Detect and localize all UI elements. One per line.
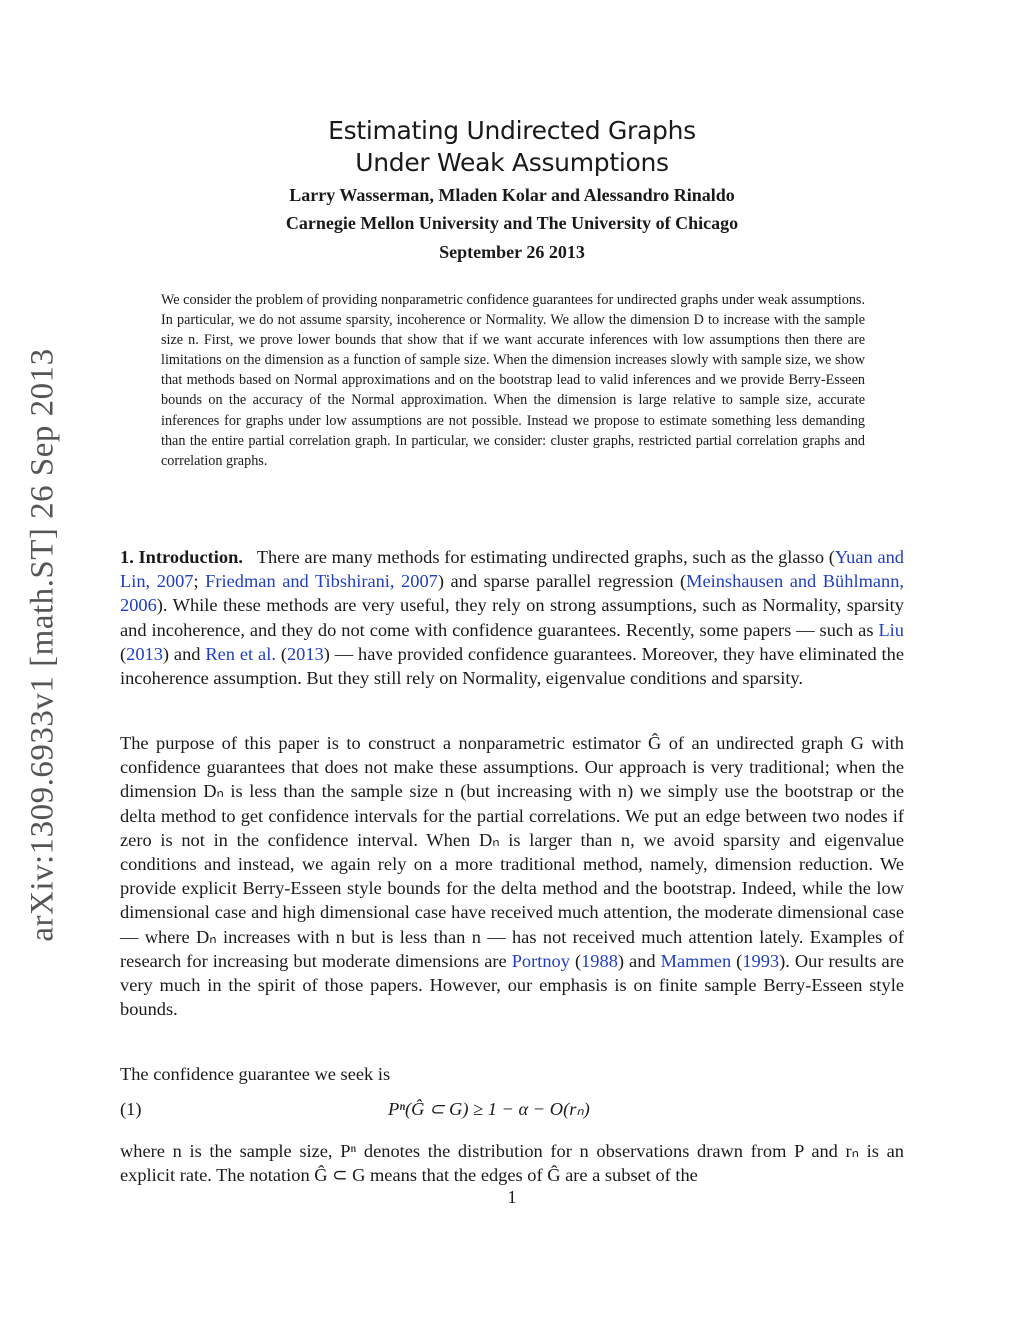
citation-link[interactable]: Ren et al.: [205, 643, 276, 664]
citation-link[interactable]: Liu: [878, 619, 904, 640]
citation-link[interactable]: 1988: [581, 950, 618, 971]
intro-text-6: ) and: [162, 643, 206, 664]
citation-link[interactable]: 2013: [126, 643, 163, 664]
arxiv-sidebar: [18, 345, 68, 945]
intro-text-2: ;: [193, 571, 206, 592]
abstract: We consider the problem of providing nonparametric confidence guarantees for undirected graphs under weak assumptions. In particular, we do not assume sparsity, incoherence or Normality. We allow the dimension D to increase with the sample size n. First, we prove lower bounds that show that if we want accurate inferences with low assumptions then there are limitations on the dimension as a function of sample size. When the dimension increases slowly with sample size, we show that methods based on Normal approximations and on the bootstrap lead to valid inferences and we provide Berry-Esseen bounds on the accuracy of the Normal approximation. When the dimension is large relative to sample size, accurate inferences for graphs under low assumptions are not possible. Instead we propose to estimate something less demanding than the entire partial correlation graph. In particular, we consider: cluster graphs, restricted partial correlation graphs and correlation graphs.: [161, 292, 865, 469]
purpose-paragraph: [120, 731, 904, 1021]
intro-text-4: ). While these methods are very useful, they rely on strong assumptions, such as Normality, sparsity and incoherence, and they do not come with confidence guarantees. Recently, some papers — such as: [120, 595, 904, 640]
paper-title-line-1: Estimating Undirected Graphs: [328, 116, 696, 145]
intro-text-1: There are many methods for estimating undirected graphs, such as the glasso (: [256, 547, 835, 567]
date: September 26 2013: [439, 242, 585, 262]
page-number: 1: [507, 1187, 517, 1207]
purpose-text-3: ) and: [617, 950, 661, 971]
equation-1: [120, 1099, 904, 1125]
intro-text-5: (: [120, 643, 127, 664]
affiliation: Carnegie Mellon University and The University of Chicago: [285, 213, 739, 233]
guarantee-intro: The confidence guarantee we seek is: [120, 1064, 391, 1084]
purpose-text-1: The purpose of this paper is to construct a nonparametric estimator Ĝ of an undirected graph G with confidence guarantees that does not make these assumptions. Our approach is very traditional; when the dimension Dₙ is less than the sample size n (but increasing with n) we simply use the bootstrap or the delta method to get confidence intervals for the partial correlations. We put an edge between two nodes if zero is not in the confidence interval. When Dₙ is larger than n, we avoid sparsity and eigenvalue conditions and instead, we again rely on a more traditional method, namely, dimension reduction. We provide explicit Berry-Esseen style bounds for the delta method and the bootstrap. Indeed, while the low dimensional case and high dimensional case have received much attention, the moderate dimensional case — where Dₙ increases with n but is less than n — has not received much attention lately. Examples of research for increasing but moderate dimensions are: [120, 733, 904, 971]
citation-link[interactable]: 1993: [742, 950, 780, 971]
citation-link[interactable]: Portnoy: [511, 950, 570, 971]
citation-link[interactable]: Mammen: [660, 950, 732, 971]
section-heading: 1. Introduction.: [120, 547, 243, 567]
arxiv-identifier: arXiv:1309.6933v1 [math.ST] 26 Sep 2013: [24, 348, 61, 942]
purpose-text-5: ). Our results are very much in the spirit of those papers. However, our emphasis is on finite sample Berry-Esseen style bounds.: [120, 950, 904, 1020]
intro-text-7: (: [275, 643, 287, 664]
intro-text-3: ) and sparse parallel regression (: [437, 571, 687, 592]
where-paragraph: where n is the sample size, Pⁿ denotes the distribution for n observations drawn from P and rₙ is an explicit rate. The notation Ĝ ⊂ G means that the edges of Ĝ are a subset of the: [120, 1141, 904, 1186]
equation-body: Pⁿ(Ĝ ⊂ G) ≥ 1 − α − O(rₙ): [388, 1099, 590, 1119]
introduction-paragraph: [120, 545, 904, 690]
citation-link[interactable]: Yuan and Lin, 2007: [120, 547, 904, 592]
purpose-text-2: (: [569, 950, 582, 971]
purpose-text-4: (: [731, 950, 743, 971]
citation-link[interactable]: 2013: [286, 643, 324, 664]
paper-title-line-2: Under Weak Assumptions: [355, 148, 669, 177]
citation-link[interactable]: Friedman and Tibshirani, 2007: [205, 571, 438, 592]
equation-number: (1): [120, 1099, 142, 1119]
authors: Larry Wasserman, Mladen Kolar and Alessandro Rinaldo: [289, 185, 735, 205]
citation-link[interactable]: Meinshausen and Bühlmann, 2006: [120, 571, 905, 616]
intro-text-8: ) — have provided confidence guarantees. Moreover, they have eliminated the incoherence assumption. But they still rely on Normality, eigenvalue conditions and sparsity.: [120, 643, 905, 689]
